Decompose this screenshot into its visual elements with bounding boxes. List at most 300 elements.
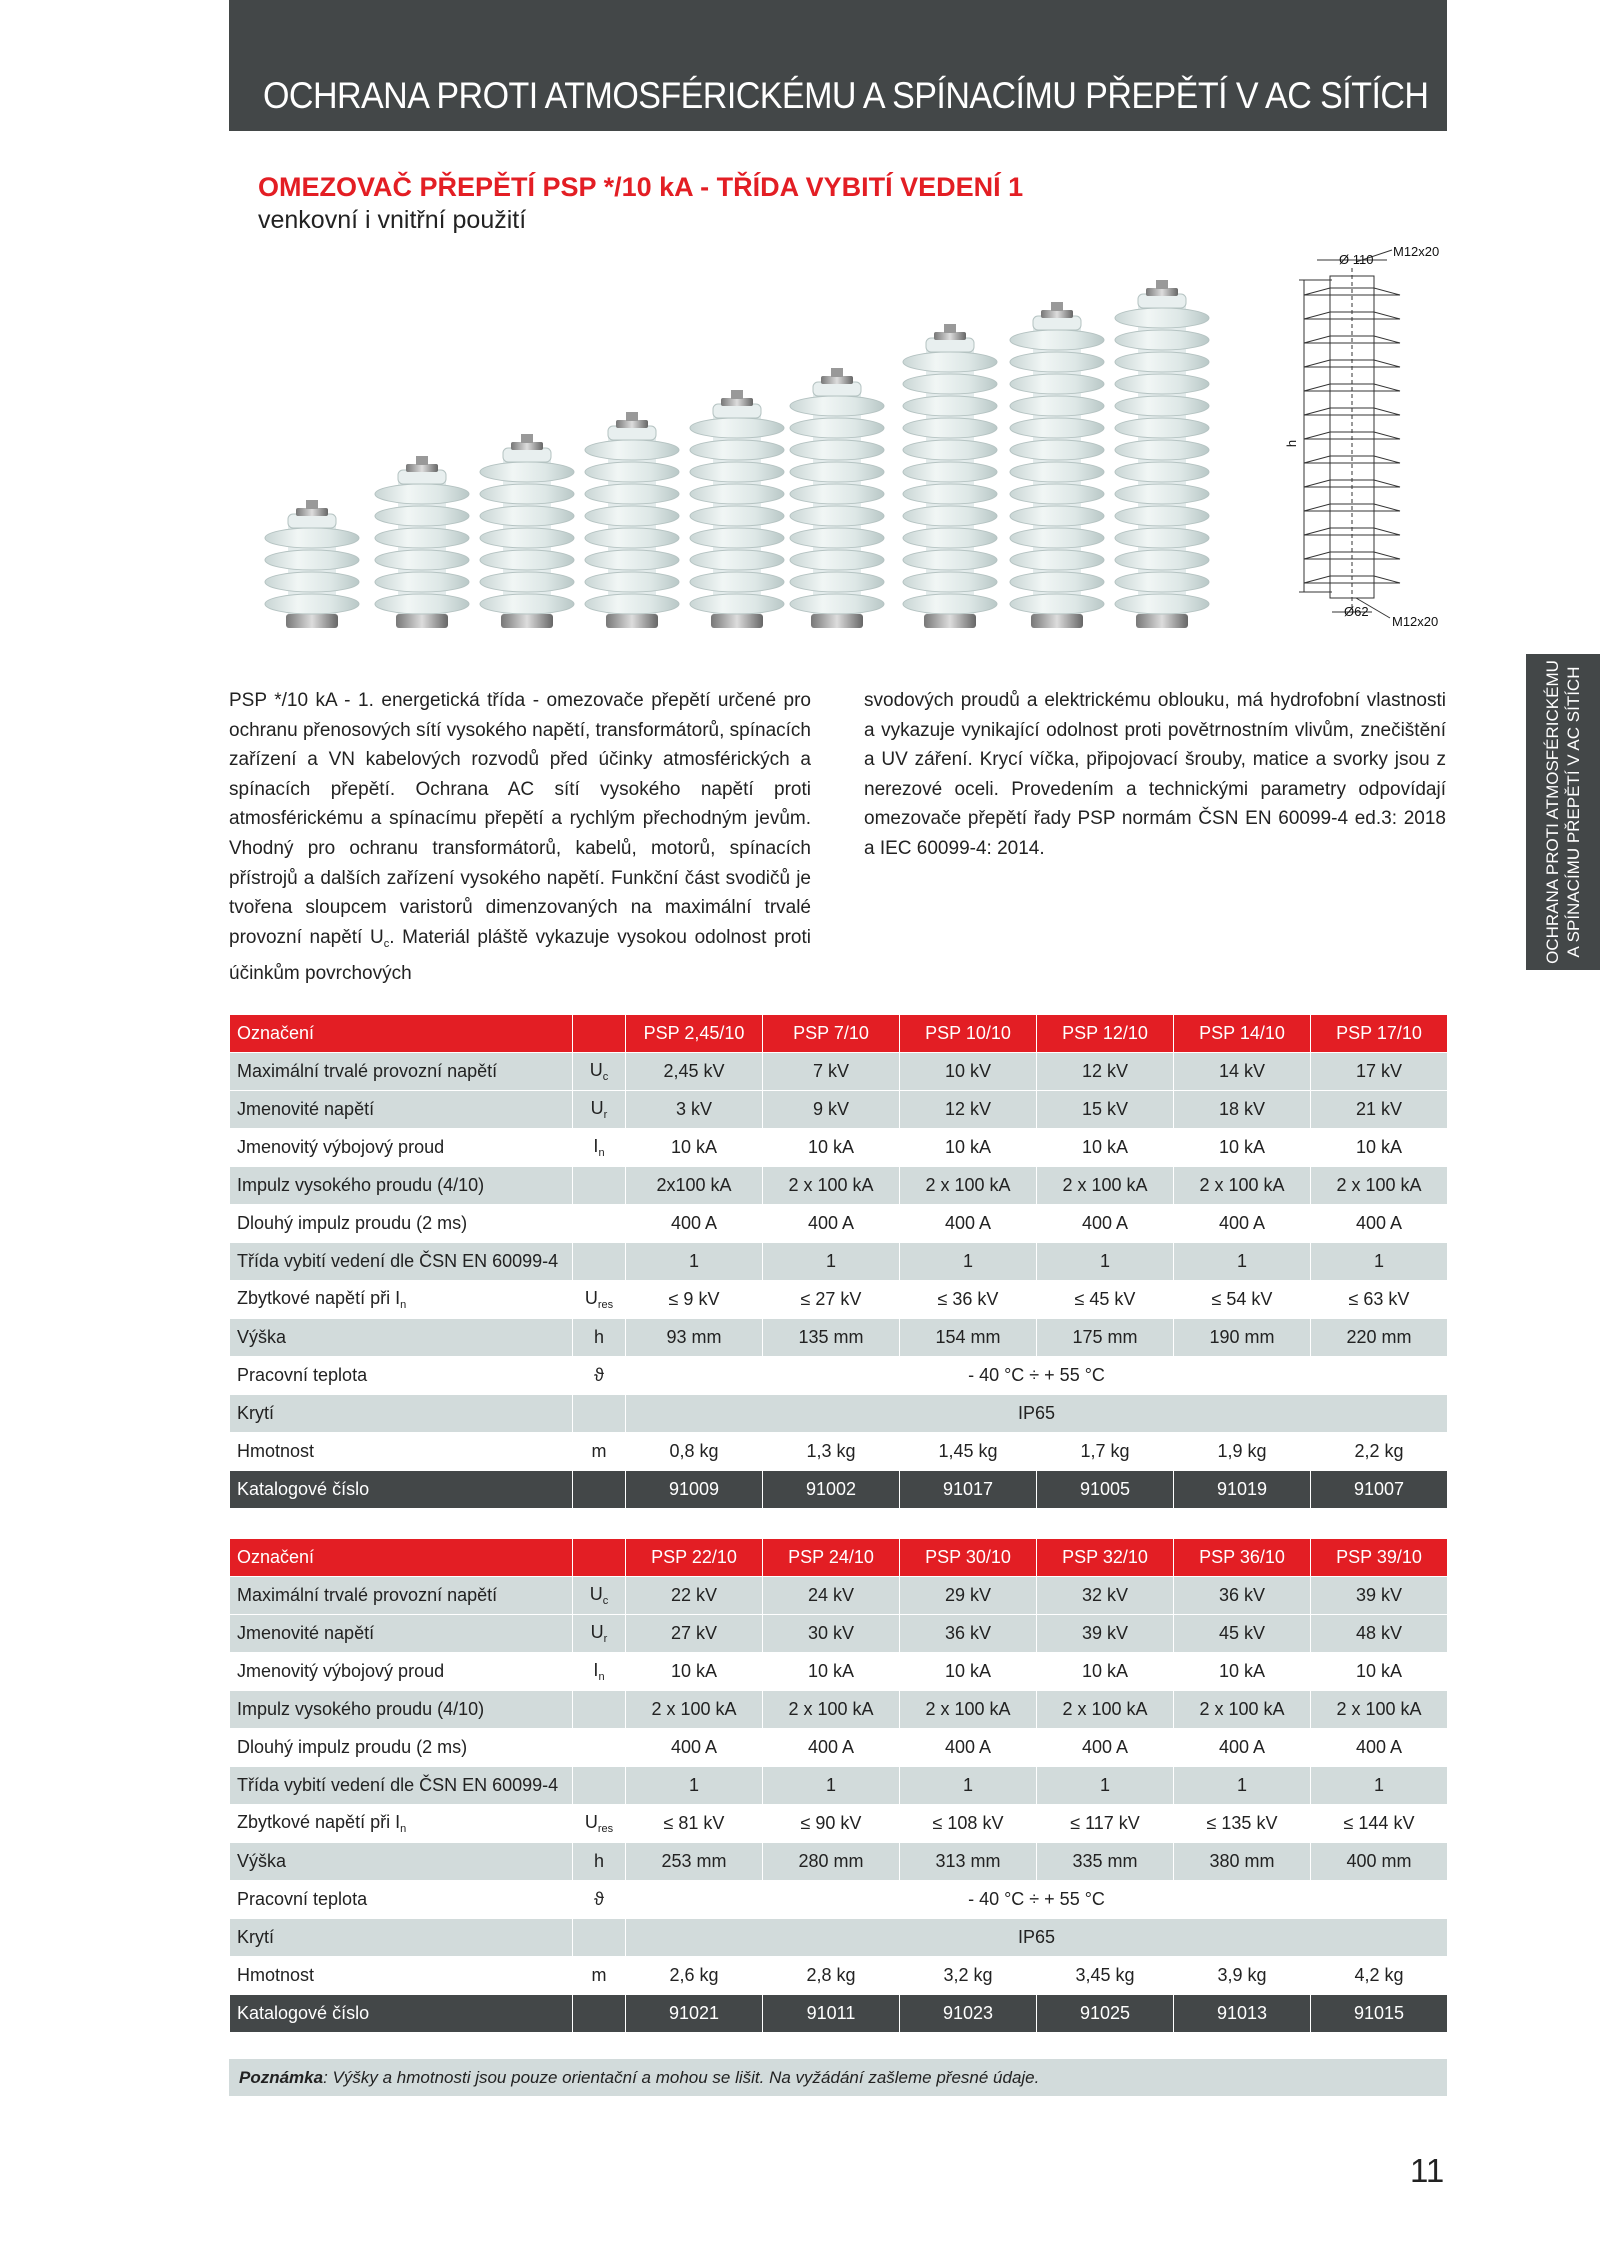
- value-cell: 91005: [1037, 1471, 1174, 1509]
- symbol-subscript: res: [597, 1823, 614, 1835]
- value-cell: 1,7 kg: [1037, 1433, 1174, 1471]
- arrester-shed: [585, 484, 679, 504]
- value-cell: 1: [1037, 1243, 1174, 1281]
- arrester-shed: [375, 572, 469, 592]
- arrester-shed: [690, 418, 784, 438]
- row-label: Zbytkové napětí při $I_n$: [230, 1281, 573, 1319]
- header-band: [229, 0, 1447, 131]
- arrester-top: [503, 448, 551, 462]
- arrester-top: [608, 426, 656, 440]
- arrester-top: [1138, 294, 1186, 308]
- value-cell: 10 kA: [900, 1129, 1037, 1167]
- value-cell: 10 kV: [900, 1053, 1037, 1091]
- symbol-cell: [573, 1167, 626, 1205]
- arrester-shed: [585, 572, 679, 592]
- value-cell: 1: [1174, 1243, 1311, 1281]
- value-cell: ≤ 9 kV: [626, 1281, 763, 1319]
- value-cell: 36 kV: [900, 1615, 1037, 1653]
- value-cell: 32 kV: [1037, 1577, 1174, 1615]
- arrester-shed: [1010, 528, 1104, 548]
- arrester-shed: [1010, 418, 1104, 438]
- page-header-title: OCHRANA PROTI ATMOSFÉRICKÉMU A SPÍNACÍMU PŘEPĚTÍ V AC SÍTÍCH: [263, 75, 1429, 116]
- arrester-shed: [690, 506, 784, 526]
- value-cell: 91021: [626, 1995, 763, 2033]
- arrester-cap: [511, 442, 543, 450]
- row-ur: [230, 1091, 1448, 1129]
- row-height: [230, 1843, 1448, 1881]
- value-cell: PSP 7/10: [763, 1015, 900, 1053]
- arrester-shed: [1115, 396, 1209, 416]
- value-cell: 1,3 kg: [763, 1433, 900, 1471]
- value-cell: 4,2 kg: [1311, 1957, 1448, 1995]
- arrester-shed: [790, 594, 884, 614]
- value-cell: 14 kV: [1174, 1053, 1311, 1091]
- value-cell: 335 mm: [1037, 1843, 1174, 1881]
- arrester-shed: [790, 506, 884, 526]
- note-label: Poznámka: [239, 2067, 324, 2087]
- arrester-shed: [480, 506, 574, 526]
- value-cell: 10 kA: [626, 1653, 763, 1691]
- arrester-cap: [1146, 288, 1178, 296]
- value-cell: 91013: [1174, 1995, 1311, 2033]
- drawing-thread-top: M12x20: [1393, 244, 1440, 259]
- arrester-bolt: [521, 434, 533, 443]
- row-label: Hmotnost: [230, 1433, 573, 1471]
- value-cell: 2 x 100 kA: [1311, 1167, 1448, 1205]
- value-cell: 400 A: [626, 1205, 763, 1243]
- value-cell: 400 A: [900, 1729, 1037, 1767]
- value-cell: 39 kV: [1037, 1615, 1174, 1653]
- row-ur: [230, 1615, 1448, 1653]
- value-cell: 3 kV: [626, 1091, 763, 1129]
- value-cell: 91017: [900, 1471, 1037, 1509]
- arrester-bolt: [416, 456, 428, 465]
- arrester-shed: [903, 418, 997, 438]
- value-cell: 21 kV: [1311, 1091, 1448, 1129]
- value-cell: 91023: [900, 1995, 1037, 2033]
- arrester-shed: [690, 440, 784, 460]
- value-cell: 9 kV: [763, 1091, 900, 1129]
- arrester-shed: [1010, 462, 1104, 482]
- arrester-shed: [1115, 528, 1209, 548]
- row-mass: [230, 1433, 1448, 1471]
- arrester-cap: [406, 464, 438, 472]
- value-cell: 1,9 kg: [1174, 1433, 1311, 1471]
- arrester-shed: [1115, 330, 1209, 350]
- value-cell: ≤ 63 kV: [1311, 1281, 1448, 1319]
- arrester-cap: [1041, 310, 1073, 318]
- row-label: Hmotnost: [230, 1957, 573, 1995]
- product-subtitle: venkovní i vnitřní použití: [258, 206, 527, 234]
- arrester-shed: [690, 572, 784, 592]
- symbol-cell: [573, 1729, 626, 1767]
- arrester-shed: [480, 572, 574, 592]
- arrester-base: [811, 614, 863, 628]
- value-cell: 91011: [763, 1995, 900, 2033]
- value-cell: 1: [763, 1767, 900, 1805]
- value-cell: 190 mm: [1174, 1319, 1311, 1357]
- arrester-shed: [690, 594, 784, 614]
- spec-table-2: [229, 1538, 1448, 2033]
- arrester-bolt: [626, 412, 638, 421]
- arrester-shed: [1115, 374, 1209, 394]
- symbol-subscript: r: [603, 1109, 608, 1121]
- symbol-cell: ϑ: [573, 1881, 626, 1919]
- drawing-svg: [1272, 240, 1452, 630]
- row-ures: [230, 1805, 1448, 1843]
- value-cell: 313 mm: [900, 1843, 1037, 1881]
- value-cell: 27 kV: [626, 1615, 763, 1653]
- value-cell: 10 kA: [763, 1129, 900, 1167]
- value-cell: 220 mm: [1311, 1319, 1448, 1357]
- symbol-cell: [573, 1691, 626, 1729]
- value-cell: 400 A: [763, 1205, 900, 1243]
- value-cell: 2 x 100 kA: [900, 1691, 1037, 1729]
- row-uc: [230, 1053, 1448, 1091]
- arrester-shed: [265, 528, 359, 548]
- symbol-cell: $U_{res}$: [573, 1281, 626, 1319]
- value-cell: 3,2 kg: [900, 1957, 1037, 1995]
- arrester-bolt: [831, 368, 843, 377]
- value-cell: ≤ 81 kV: [626, 1805, 763, 1843]
- value-cell: 400 mm: [1311, 1843, 1448, 1881]
- arrester-shed: [375, 506, 469, 526]
- value-cell: 2 x 100 kA: [1037, 1691, 1174, 1729]
- symbol-cell: [573, 1919, 626, 1957]
- row-label: Označení: [230, 1539, 573, 1577]
- value-cell: 2 x 100 kA: [626, 1691, 763, 1729]
- arrester-shed: [585, 594, 679, 614]
- value-cell: 1: [626, 1243, 763, 1281]
- symbol-cell: $U_{res}$: [573, 1805, 626, 1843]
- arrester-shed: [1115, 572, 1209, 592]
- arrester-shed: [585, 528, 679, 548]
- arrester-shed: [1115, 462, 1209, 482]
- row-label: Katalogové číslo: [230, 1995, 573, 2033]
- value-cell: PSP 17/10: [1311, 1015, 1448, 1053]
- arrester-shed: [903, 594, 997, 614]
- row-designation: [230, 1539, 1448, 1577]
- arrester-shed: [1115, 594, 1209, 614]
- arrester-shed: [903, 374, 997, 394]
- arrester-shed: [375, 550, 469, 570]
- arrester-top: [398, 470, 446, 484]
- arrester-shed: [790, 572, 884, 592]
- value-cell: 400 A: [1037, 1729, 1174, 1767]
- value-cell: 29 kV: [900, 1577, 1037, 1615]
- arrester-shed: [265, 572, 359, 592]
- value-cell: ≤ 27 kV: [763, 1281, 900, 1319]
- symbol-cell: $U_c$: [573, 1577, 626, 1615]
- arrester-top: [1033, 316, 1081, 330]
- arrester-shed: [790, 528, 884, 548]
- arrester-top: [288, 514, 336, 528]
- value-cell: 10 kA: [1174, 1129, 1311, 1167]
- arrester-shed: [480, 462, 574, 482]
- arrester-shed: [903, 506, 997, 526]
- value-cell: ≤ 54 kV: [1174, 1281, 1311, 1319]
- symbol-cell: $U_r$: [573, 1615, 626, 1653]
- arrester-cap: [721, 398, 753, 406]
- arrester-shed: [1010, 396, 1104, 416]
- arrester-shed: [1010, 440, 1104, 460]
- arrester-bolt: [306, 500, 318, 509]
- value-cell: ≤ 90 kV: [763, 1805, 900, 1843]
- symbol-subscript: n: [598, 1671, 605, 1683]
- arrester-shed: [690, 462, 784, 482]
- arrester-shed: [585, 440, 679, 460]
- row-long-impulse: [230, 1205, 1448, 1243]
- arrester-cap: [934, 332, 966, 340]
- row-long-impulse: [230, 1729, 1448, 1767]
- arrester-shed: [1010, 374, 1104, 394]
- technical-drawing: [1272, 240, 1452, 630]
- value-cell: 2,6 kg: [626, 1957, 763, 1995]
- drawing-diameter-top: Ø 110: [1339, 252, 1374, 267]
- value-cell: PSP 30/10: [900, 1539, 1037, 1577]
- value-cell: 1: [1311, 1767, 1448, 1805]
- arrester-shed: [1010, 484, 1104, 504]
- value-cell: PSP 36/10: [1174, 1539, 1311, 1577]
- side-tab-line2: A SPÍNACÍMU PŘEPĚTÍ V AC SÍTÍCH: [1564, 666, 1583, 958]
- value-cell: 93 mm: [626, 1319, 763, 1357]
- value-cell: 175 mm: [1037, 1319, 1174, 1357]
- row-label: Jmenovitý výbojový proud: [230, 1653, 573, 1691]
- value-cell: 400 A: [626, 1729, 763, 1767]
- arrester-shed: [903, 462, 997, 482]
- arrester-shed: [903, 352, 997, 372]
- value-cell: 2,2 kg: [1311, 1433, 1448, 1471]
- arrester-top: [926, 338, 974, 352]
- arrester-shed: [480, 550, 574, 570]
- value-cell: 91015: [1311, 1995, 1448, 2033]
- arrester-shed: [903, 484, 997, 504]
- symbol-cell: [573, 1995, 626, 2033]
- value-cell: 10 kA: [900, 1653, 1037, 1691]
- row-label: Maximální trvalé provozní napětí: [230, 1577, 573, 1615]
- symbol-subscript: r: [603, 1633, 608, 1645]
- value-cell: 400 A: [1311, 1729, 1448, 1767]
- value-cell: 30 kV: [763, 1615, 900, 1653]
- arrester-shed: [1115, 440, 1209, 460]
- value-cell: 380 mm: [1174, 1843, 1311, 1881]
- symbol-cell: h: [573, 1843, 626, 1881]
- value-cell: 18 kV: [1174, 1091, 1311, 1129]
- side-tab-text: [1542, 660, 1584, 964]
- value-cell: ≤ 135 kV: [1174, 1805, 1311, 1843]
- arrester-shed: [790, 418, 884, 438]
- value-cell: 400 A: [1174, 1205, 1311, 1243]
- arrester-cap: [821, 376, 853, 384]
- arrester-shed: [790, 484, 884, 504]
- drawing-height-symbol: h: [1284, 439, 1300, 448]
- symbol-cell: [573, 1243, 626, 1281]
- symbol-subscript: res: [597, 1299, 614, 1311]
- value-cell: 2x100 kA: [626, 1167, 763, 1205]
- row-temperature: [230, 1881, 1448, 1919]
- row-label: Dlouhý impulz proudu (2 ms): [230, 1729, 573, 1767]
- value-cell: 10 kA: [626, 1129, 763, 1167]
- value-cell: 2 x 100 kA: [900, 1167, 1037, 1205]
- value-cell: PSP 12/10: [1037, 1015, 1174, 1053]
- value-cell: 12 kV: [1037, 1053, 1174, 1091]
- arrester-shed: [375, 594, 469, 614]
- value-cell: 1: [1311, 1243, 1448, 1281]
- value-cell: 91002: [763, 1471, 900, 1509]
- row-in: [230, 1653, 1448, 1691]
- value-cell: 2 x 100 kA: [763, 1167, 900, 1205]
- arrester-shed: [790, 396, 884, 416]
- row-label: Dlouhý impulz proudu (2 ms): [230, 1205, 573, 1243]
- value-cell: PSP 32/10: [1037, 1539, 1174, 1577]
- arrester-shed: [903, 550, 997, 570]
- row-class: [230, 1243, 1448, 1281]
- symbol-cell: m: [573, 1957, 626, 1995]
- arrester-shed: [1115, 550, 1209, 570]
- value-cell: 91025: [1037, 1995, 1174, 2033]
- row-label: Jmenovité napětí: [230, 1091, 573, 1129]
- value-cell: 45 kV: [1174, 1615, 1311, 1653]
- arrester-shed: [1010, 330, 1104, 350]
- arrester-shed: [585, 550, 679, 570]
- arrester-shed: [265, 550, 359, 570]
- value-cell: 1: [763, 1243, 900, 1281]
- value-cell: 2 x 100 kA: [1174, 1691, 1311, 1729]
- value-cell: 3,45 kg: [1037, 1957, 1174, 1995]
- value-cell: PSP 14/10: [1174, 1015, 1311, 1053]
- row-label: Označení: [230, 1015, 573, 1053]
- row-mass: [230, 1957, 1448, 1995]
- value-cell: ≤ 45 kV: [1037, 1281, 1174, 1319]
- value-cell: 91009: [626, 1471, 763, 1509]
- spanned-value: IP65: [626, 1919, 1448, 1957]
- product-title: OMEZOVAČ PŘEPĚTÍ PSP */10 kA - TŘÍDA VYBITÍ VEDENÍ 1: [258, 172, 1024, 202]
- row-ures: [230, 1281, 1448, 1319]
- row-class: [230, 1767, 1448, 1805]
- value-cell: 1,45 kg: [900, 1433, 1037, 1471]
- row-label: Krytí: [230, 1395, 573, 1433]
- spec-table-1: [229, 1014, 1448, 1509]
- arrester-base: [501, 614, 553, 628]
- row-catalog: [230, 1471, 1448, 1509]
- symbol-cell: ϑ: [573, 1357, 626, 1395]
- value-cell: 400 A: [1037, 1205, 1174, 1243]
- value-cell: 10 kA: [1037, 1129, 1174, 1167]
- spanned-value: IP65: [626, 1395, 1448, 1433]
- product-photo: [232, 262, 1242, 662]
- value-cell: 400 A: [763, 1729, 900, 1767]
- arrester-shed: [375, 484, 469, 504]
- symbol-cell: [573, 1539, 626, 1577]
- row-label: Třída vybití vedení dle ČSN EN 60099-4: [230, 1243, 573, 1281]
- symbol-subscript: n: [598, 1147, 605, 1159]
- arrester-top: [813, 382, 861, 396]
- arrester-shed: [690, 528, 784, 548]
- arrester-shed: [585, 506, 679, 526]
- arrester-shed: [1115, 484, 1209, 504]
- value-cell: 10 kA: [1311, 1653, 1448, 1691]
- arrester-group: [265, 280, 1209, 628]
- value-cell: 7 kV: [763, 1053, 900, 1091]
- arrester-shed: [585, 462, 679, 482]
- symbol-cell: $U_r$: [573, 1091, 626, 1129]
- row-uc: [230, 1577, 1448, 1615]
- value-cell: 22 kV: [626, 1577, 763, 1615]
- value-cell: 1: [1037, 1767, 1174, 1805]
- arrester-bolt: [1051, 302, 1063, 311]
- value-cell: ≤ 144 kV: [1311, 1805, 1448, 1843]
- label-subscript: n: [400, 1299, 407, 1311]
- spanned-value: - 40 °C ÷ + 55 °C: [626, 1881, 1448, 1919]
- value-cell: 48 kV: [1311, 1615, 1448, 1653]
- value-cell: 135 mm: [763, 1319, 900, 1357]
- symbol-cell: $I_n$: [573, 1653, 626, 1691]
- arrester-shed: [903, 396, 997, 416]
- row-temperature: [230, 1357, 1448, 1395]
- symbol-cell: [573, 1767, 626, 1805]
- arrester-shed: [690, 550, 784, 570]
- arrester-shed: [1010, 550, 1104, 570]
- symbol-subscript: c: [602, 1595, 609, 1607]
- side-tab-line1: OCHRANA PROTI ATMOSFÉRICKÉMU: [1543, 660, 1562, 964]
- arrester-cap: [616, 420, 648, 428]
- value-cell: 280 mm: [763, 1843, 900, 1881]
- value-cell: 91007: [1311, 1471, 1448, 1509]
- row-label: Pracovní teplota: [230, 1357, 573, 1395]
- arrester-base: [1136, 614, 1188, 628]
- arrester-shed: [1010, 572, 1104, 592]
- row-label: Výška: [230, 1319, 573, 1357]
- arrester-shed: [790, 550, 884, 570]
- value-cell: 10 kA: [1174, 1653, 1311, 1691]
- value-cell: 400 A: [1311, 1205, 1448, 1243]
- value-cell: 0,8 kg: [626, 1433, 763, 1471]
- symbol-cell: [573, 1205, 626, 1243]
- row-label: Krytí: [230, 1919, 573, 1957]
- arrester-shed: [480, 484, 574, 504]
- arrester-base: [396, 614, 448, 628]
- row-label: Třída vybití vedení dle ČSN EN 60099-4: [230, 1767, 573, 1805]
- arrester-base: [924, 614, 976, 628]
- arrester-shed: [790, 440, 884, 460]
- row-label: Impulz vysokého proudu (4/10): [230, 1691, 573, 1729]
- symbol-cell: m: [573, 1433, 626, 1471]
- value-cell: 15 kV: [1037, 1091, 1174, 1129]
- symbol-cell: $U_c$: [573, 1053, 626, 1091]
- row-ip: [230, 1919, 1448, 1957]
- value-cell: 253 mm: [626, 1843, 763, 1881]
- value-cell: 10 kA: [1311, 1129, 1448, 1167]
- arrester-base: [286, 614, 338, 628]
- row-impulse: [230, 1167, 1448, 1205]
- arrester-shed: [1115, 308, 1209, 328]
- symbol-subscript: c: [602, 1071, 609, 1083]
- value-cell: 400 A: [1174, 1729, 1311, 1767]
- arrester-shed: [1010, 506, 1104, 526]
- side-tab: [1526, 654, 1600, 970]
- note-box: [229, 2059, 1447, 2096]
- uc-subscript: c: [383, 937, 390, 950]
- arrester-shed: [903, 572, 997, 592]
- row-label: Jmenovitý výbojový proud: [230, 1129, 573, 1167]
- row-label: Impulz vysokého proudu (4/10): [230, 1167, 573, 1205]
- row-designation: [230, 1015, 1448, 1053]
- value-cell: PSP 22/10: [626, 1539, 763, 1577]
- value-cell: PSP 24/10: [763, 1539, 900, 1577]
- value-cell: 10 kA: [763, 1653, 900, 1691]
- value-cell: PSP 10/10: [900, 1015, 1037, 1053]
- symbol-cell: [573, 1395, 626, 1433]
